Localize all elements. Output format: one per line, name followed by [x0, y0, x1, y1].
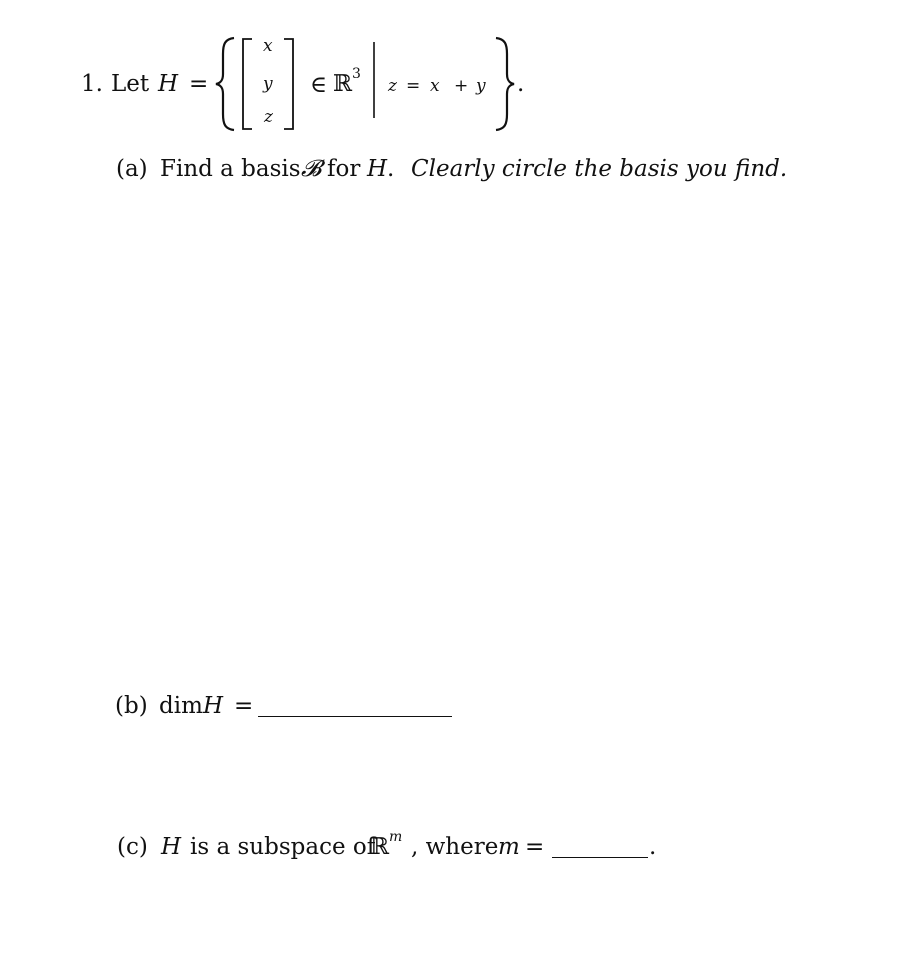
statement-period: . — [517, 71, 525, 97]
part-c-period: . — [649, 834, 657, 860]
condition-equals: = — [406, 76, 421, 96]
problem-intro: Let — [111, 71, 150, 97]
part-b-equals: = — [234, 693, 254, 719]
condition-lhs: z — [388, 76, 397, 96]
space-exponent: 3 — [352, 66, 361, 82]
dimension-answer-blank[interactable] — [258, 716, 452, 717]
condition-rhs-b: y — [476, 76, 486, 96]
part-a-for: for — [327, 156, 361, 182]
part-a-set-name: H — [367, 156, 388, 182]
m-answer-blank[interactable] — [552, 857, 648, 858]
part-a-period: . — [387, 156, 395, 182]
vector-entry-z: z — [264, 107, 273, 127]
dim-operator: dim — [159, 693, 203, 719]
left-bracket — [240, 38, 254, 130]
element-of-symbol: ∈ — [310, 72, 328, 98]
part-c-set-name: H — [161, 834, 182, 860]
left-curly-brace — [213, 36, 237, 132]
vector-entry-x: x — [263, 36, 273, 56]
condition-rhs-a: x — [430, 76, 440, 96]
part-c-real-numbers: ℝ — [370, 834, 390, 860]
condition-plus: + — [454, 76, 469, 96]
equals-sign: = — [189, 71, 209, 97]
vector-entry-y: y — [263, 74, 273, 94]
part-c-where: , where — [411, 834, 499, 860]
set-name: H — [158, 71, 179, 97]
part-c-exponent: m — [389, 829, 403, 845]
part-a-instruction: Clearly circle the basis you find. — [411, 156, 788, 182]
part-a-label: (a) — [116, 156, 148, 182]
right-bracket — [282, 38, 296, 130]
part-c-variable: m — [498, 834, 520, 860]
part-b-set-name: H — [203, 693, 224, 719]
real-numbers-symbol: ℝ — [333, 71, 353, 97]
right-curly-brace — [493, 36, 517, 132]
part-a-text: Find a basis — [160, 156, 301, 182]
part-c-text: is a subspace of — [190, 834, 376, 860]
part-c-equals: = — [525, 834, 545, 860]
problem-number: 1. — [81, 71, 103, 97]
basis-symbol: 𝓑 — [301, 156, 322, 182]
such-that-bar — [372, 42, 376, 118]
part-b-label: (b) — [115, 693, 148, 719]
part-c-label: (c) — [117, 834, 148, 860]
